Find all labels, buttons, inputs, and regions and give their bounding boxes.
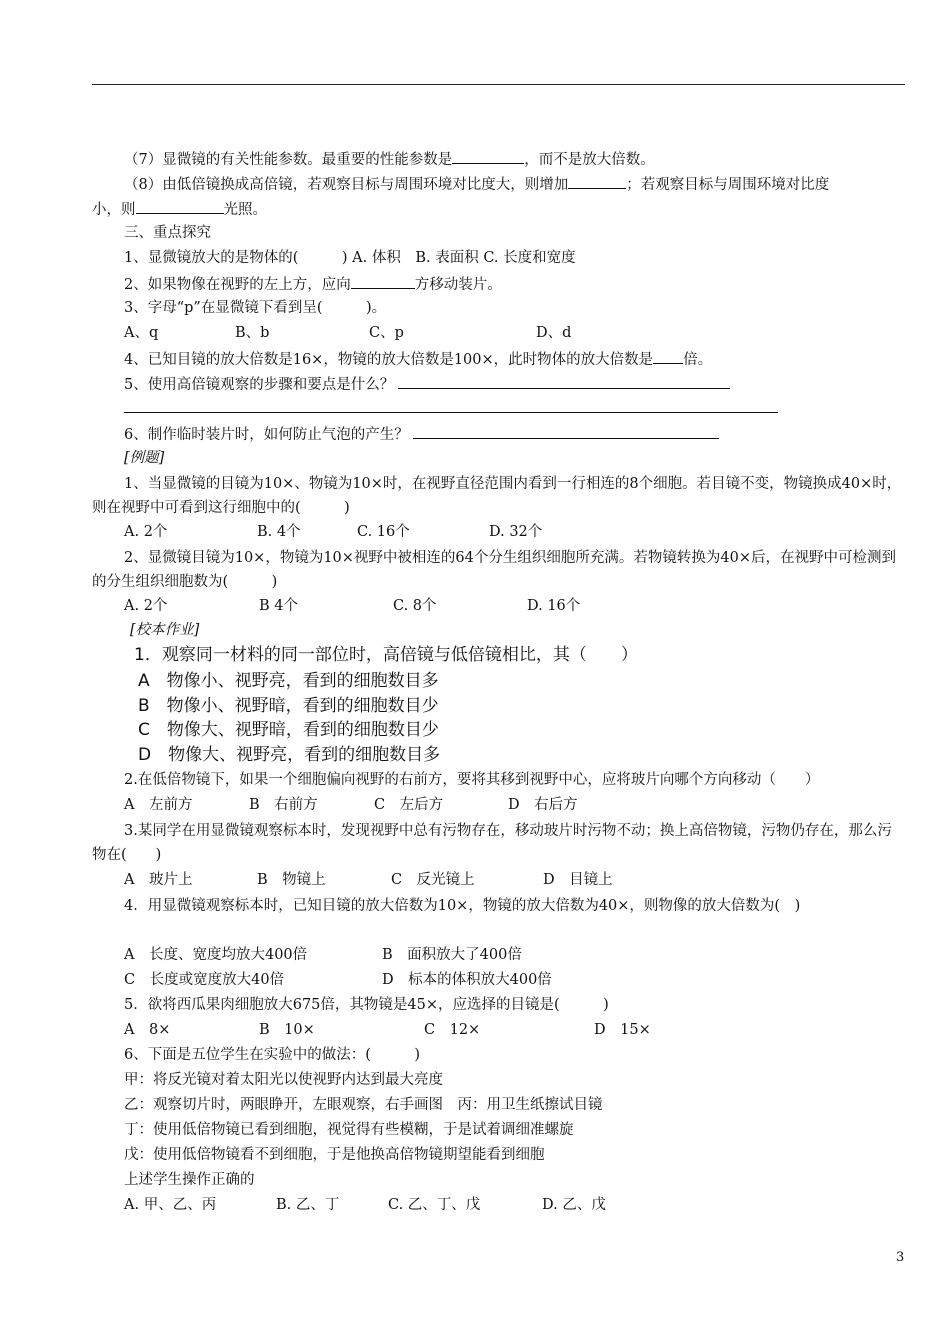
homework-5-options <box>124 1020 651 1040</box>
homework-2-options <box>124 795 578 815</box>
option: C. 乙、丁、戊 <box>388 1197 481 1213</box>
option: B. 乙、丁 <box>276 1197 340 1213</box>
option: A 8× <box>124 1022 171 1038</box>
item-8 <box>124 173 829 195</box>
option: C. 8个 <box>393 598 437 614</box>
item-8-cont <box>92 198 267 220</box>
option: A. 2个 <box>124 524 168 540</box>
homework-2: 2.在低倍物镜下，如果一个细胞偏向视野的右前方，要将其移到视野中心，应将玻片向哪个方向移动（ ） <box>124 772 820 788</box>
option: B 10× <box>259 1022 315 1038</box>
answer-line <box>124 397 778 413</box>
question-6 <box>124 423 719 445</box>
item-7-tail: ，而不是放大倍数。 <box>524 152 655 168</box>
homework-3-options <box>124 870 613 890</box>
question-5-answer <box>124 397 778 419</box>
question-2-tail: 方移动装片。 <box>414 277 502 293</box>
option: A 长度、宽度均放大400倍 <box>124 947 308 963</box>
option: D 目镜上 <box>543 872 613 888</box>
item-7 <box>124 148 655 170</box>
homework-1: 1．观察同一材料的同一部位时，高倍镜与低倍镜相比，其（ ） <box>134 645 638 665</box>
option: D. 乙、戊 <box>542 1197 606 1213</box>
question-3-options <box>124 323 571 343</box>
option: D、d <box>536 325 572 341</box>
option: C 长度或宽度放大40倍 <box>124 972 285 988</box>
question-4 <box>124 348 712 370</box>
option: D. 16个 <box>527 598 581 614</box>
option: B、b <box>235 325 270 341</box>
homework-1-option-c: C 物像大、视野暗，看到的细胞数目少 <box>138 720 439 740</box>
item-8-text: （8）由低倍镜换成高倍镜，若观察目标与周围环境对比度大，则增加 <box>124 177 569 193</box>
answer-line <box>413 423 719 439</box>
blank <box>653 348 683 364</box>
option: A、q <box>124 325 159 341</box>
homework-6-yi-bing: 乙：观察切片时，两眼睁开，左眼观察，右手画图 丙：用卫生纸擦试目镜 <box>124 1097 603 1113</box>
option: D 右后方 <box>508 797 578 813</box>
homework-4-options-2 <box>124 970 552 990</box>
homework-6-wu: 戊：使用低倍物镜看不到细胞，于是他换高倍物镜期望能看到细胞 <box>124 1147 545 1163</box>
item-8-cont-text: 小，则 <box>92 202 136 218</box>
option: D 15× <box>594 1022 651 1038</box>
option: B 4个 <box>259 598 298 614</box>
option: D. 32个 <box>489 524 543 540</box>
option: A. 甲、乙、丙 <box>124 1197 217 1213</box>
blank <box>136 198 224 214</box>
option: A. 2个 <box>124 598 168 614</box>
blank <box>568 173 626 189</box>
question-3: 3、字母“p”在显微镜下看到呈( )。 <box>124 300 387 316</box>
option: C. 16个 <box>357 524 410 540</box>
homework-4: 4．用显微镜观察标本时，已知目镜的放大倍数为10×，物镜的放大倍数为40×，则物像的放大倍数为( ) <box>124 898 801 914</box>
option: B 面积放大了400倍 <box>382 947 522 963</box>
option: C 反光镜上 <box>391 872 475 888</box>
answer-line <box>398 373 730 389</box>
question-2 <box>124 273 502 295</box>
question-5 <box>124 373 730 395</box>
option: C 左后方 <box>374 797 444 813</box>
blank <box>351 273 415 289</box>
question-1: 1、显微镜放大的是物体的( ) A. 体积 B. 表面积 C. 长度和宽度 <box>124 250 576 266</box>
option: A 玻片上 <box>124 872 193 888</box>
option: C、p <box>369 325 404 341</box>
examples-heading: [例题] <box>124 450 165 466</box>
option: B 右前方 <box>249 797 318 813</box>
homework-6-ding: 丁：使用低倍物镜已看到细胞，视觉得有些模糊，于是试着调细准螺旋 <box>124 1122 574 1138</box>
page-number: 3 <box>896 1250 905 1265</box>
homework-5: 5．欲将西瓜果肉细胞放大675倍，其物镜是45×，应选择的目镜是( ) <box>124 997 609 1013</box>
example-1-options <box>124 522 542 542</box>
item-8-cont-tail: 光照。 <box>223 202 267 218</box>
example-1: 1、当显微镜的目镜为10×、物镜为10×时，在视野直径范围内看到一行相连的8个细胞。若目镜不变，物镜换成40×时，则在视野中可看到这行细胞中的( ) <box>92 476 902 516</box>
homework-4-options-1 <box>124 945 522 965</box>
example-2-options <box>124 596 580 616</box>
homework-6-jia: 甲：将反光镜对着太阳光以使视野内达到最大亮度 <box>124 1072 443 1088</box>
option: A 左前方 <box>124 797 193 813</box>
option: B. 4个 <box>257 524 301 540</box>
question-4-text: 4、已知目镜的放大倍数是16×，物镜的放大倍数是100×，此时物体的放大倍数是 <box>124 352 654 368</box>
homework-1-option-d: D 物像大、视野亮，看到的细胞数目多 <box>138 745 441 765</box>
item-7-text: （7）显微镜的有关性能参数。最重要的性能参数是 <box>124 152 453 168</box>
header-rule <box>92 84 905 85</box>
homework-6-question: 上述学生操作正确的 <box>124 1172 255 1188</box>
homework-6-options <box>124 1195 606 1215</box>
question-4-tail: 倍。 <box>683 352 713 368</box>
option: D 标本的体积放大400倍 <box>382 972 552 988</box>
homework-3: 3.某同学在用显微镜观察标本时，发现视野中总有污物存在，移动玻片时污物不动；换上高倍物镜，污物仍存在，那么污物在( ) <box>92 823 892 863</box>
option: C 12× <box>424 1022 481 1038</box>
option: B 物镜上 <box>257 872 326 888</box>
section-heading: 三、重点探究 <box>124 225 211 241</box>
blank <box>452 148 524 164</box>
question-2-text: 2、如果物像在视野的左上方，应向 <box>124 277 351 293</box>
homework-1-option-b: B 物像小、视野暗，看到的细胞数目少 <box>138 696 439 716</box>
question-6-text: 6、制作临时装片时，如何防止气泡的产生？ <box>124 427 409 443</box>
homework-1-option-a: A 物像小、视野亮，看到的细胞数目多 <box>138 671 439 691</box>
question-5-text: 5、使用高倍镜观察的步骤和要点是什么？ <box>124 377 395 393</box>
example-2: 2、显微镜目镜为10×，物镜为10×视野中被相连的64个分生组织细胞所充满。若物镜转换为40×后，在视野中可检测到的分生组织细胞数为( ) <box>92 550 896 590</box>
homework-heading: [校本作业] <box>130 622 200 638</box>
item-8-tail: ；若观察目标与周围环境对比度 <box>626 177 830 193</box>
homework-6: 6、下面是五位学生在实验中的做法：( ) <box>124 1047 421 1063</box>
